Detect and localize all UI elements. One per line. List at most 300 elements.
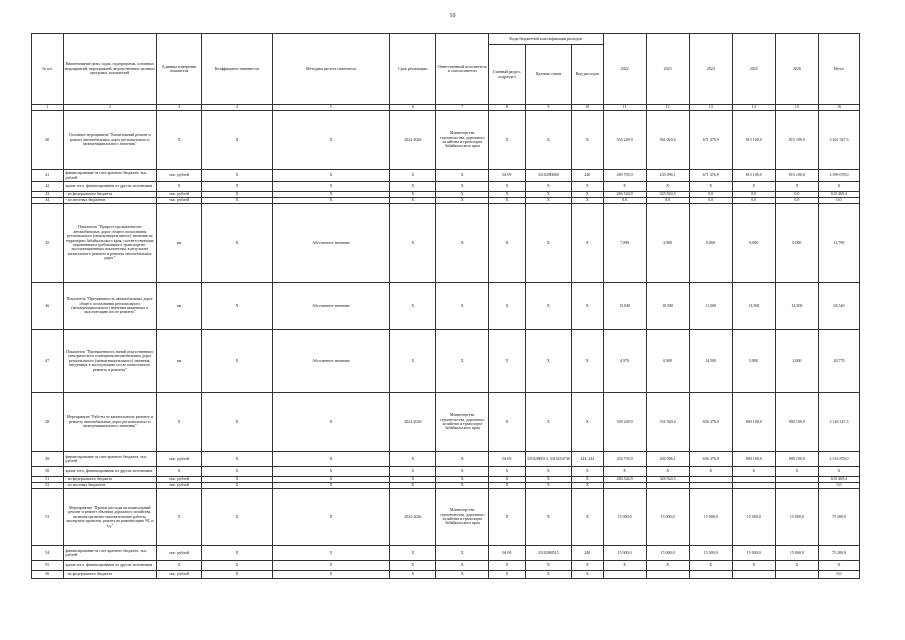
row-coef: X bbox=[202, 546, 272, 561]
row-period: X bbox=[390, 170, 436, 182]
row-num: 54 bbox=[32, 546, 64, 561]
row-num: 50 bbox=[32, 467, 64, 477]
row-executor: X bbox=[436, 546, 489, 561]
row-2024: 671 476,9 bbox=[689, 170, 732, 182]
row-section: X bbox=[489, 561, 526, 571]
row-2022: 554 249,9 bbox=[603, 111, 646, 170]
row-article: 331020Н515 bbox=[525, 546, 571, 561]
row-2024 bbox=[689, 571, 732, 579]
header-year-2024: 2024 bbox=[689, 34, 732, 105]
header-year-2026: 2026 bbox=[775, 34, 818, 105]
row-exp-type: X bbox=[571, 204, 603, 283]
table-row bbox=[32, 393, 860, 452]
row-exp-type: 240 bbox=[571, 170, 603, 182]
row-exp-type: X bbox=[571, 111, 603, 170]
column-index-cell: 13 bbox=[689, 105, 732, 111]
header-section: Главный раздел, подраздел bbox=[489, 45, 526, 105]
row-section: X bbox=[489, 192, 526, 198]
row-2024: 656 476,9 bbox=[689, 452, 732, 467]
row-period: X bbox=[390, 561, 436, 571]
row-article: X bbox=[525, 198, 571, 204]
row-executor: X bbox=[436, 467, 489, 477]
column-index-cell: 8 bbox=[489, 105, 526, 111]
row-unit: X bbox=[157, 182, 202, 192]
row-name: кроме того, финансирование из других источников bbox=[63, 467, 157, 477]
row-2025: X bbox=[732, 467, 775, 477]
row-section: X bbox=[489, 182, 526, 192]
row-2023: 15 000,0 bbox=[646, 489, 689, 546]
row-executor: X bbox=[436, 170, 489, 182]
row-method: X bbox=[272, 571, 390, 579]
row-section: X bbox=[489, 467, 526, 477]
row-2023: 0,900 bbox=[646, 330, 689, 393]
row-total: 28,770 bbox=[818, 330, 859, 393]
row-num: 55 bbox=[32, 561, 64, 571]
header-year-2025: 2025 bbox=[732, 34, 775, 105]
row-2024: X bbox=[689, 182, 732, 192]
row-unit: тыс. рублей bbox=[157, 483, 202, 489]
row-unit: X bbox=[157, 489, 202, 546]
row-coef: X bbox=[202, 393, 272, 452]
row-2025: 13,500 bbox=[732, 283, 775, 330]
table-row bbox=[32, 561, 860, 571]
row-exp-type: X bbox=[571, 571, 603, 579]
row-section: X bbox=[489, 393, 526, 452]
row-total: 3 261 547,3 bbox=[818, 111, 859, 170]
table-row bbox=[32, 467, 860, 477]
row-article: X bbox=[525, 111, 571, 170]
row-2025: 15 000,0 bbox=[732, 489, 775, 546]
row-num: 53 bbox=[32, 489, 64, 546]
row-period: 2022-2026 bbox=[390, 111, 436, 170]
row-coef: X bbox=[202, 198, 272, 204]
row-2024: 14,500 bbox=[689, 330, 732, 393]
row-2024: 0,0 bbox=[689, 192, 732, 198]
row-article: X bbox=[525, 393, 571, 452]
row-exp-type: X bbox=[571, 477, 603, 483]
header-method: Методика расчета показателя bbox=[272, 34, 390, 105]
row-executor: X bbox=[436, 571, 489, 579]
row-name: - из федерального бюджета bbox=[63, 192, 157, 198]
row-exp-type: X bbox=[571, 483, 603, 489]
row-unit: тыс. рублей bbox=[157, 477, 202, 483]
row-article: X bbox=[525, 467, 571, 477]
column-index-cell: 7 bbox=[436, 105, 489, 111]
row-num: 47 bbox=[32, 330, 64, 393]
row-2023: 326 924,5 bbox=[646, 477, 689, 483]
table-row bbox=[32, 546, 860, 561]
row-2026: 15 000,0 bbox=[775, 546, 818, 561]
row-total: 2 599 078,0 bbox=[818, 170, 859, 182]
row-coef: X bbox=[202, 467, 272, 477]
row-2025: 0,000 bbox=[732, 204, 775, 283]
row-unit: тыс. рублей bbox=[157, 198, 202, 204]
row-2025: 15 000,0 bbox=[732, 546, 775, 561]
row-name: финансирование за счет краевого бюджета, тыс. рублей bbox=[63, 452, 157, 467]
row-2023: X bbox=[646, 467, 689, 477]
program-table bbox=[31, 33, 860, 579]
row-unit: тыс. рублей bbox=[157, 571, 202, 579]
row-article: X bbox=[525, 204, 571, 283]
row-2023: 15 000,0 bbox=[646, 546, 689, 561]
column-index-cell: 4 bbox=[202, 105, 272, 111]
row-2026: X bbox=[775, 467, 818, 477]
row-2024: 656 476,9 bbox=[689, 393, 732, 452]
column-index-cell: 3 bbox=[157, 105, 202, 111]
row-period: X bbox=[390, 477, 436, 483]
row-2025: 800 100,0 bbox=[732, 393, 775, 452]
column-index-cell: 11 bbox=[603, 105, 646, 111]
row-2025: X bbox=[732, 561, 775, 571]
row-2025: 815 100,0 bbox=[732, 170, 775, 182]
row-num: 45 bbox=[32, 204, 64, 283]
row-exp-type: X bbox=[571, 192, 603, 198]
row-method: X bbox=[272, 170, 390, 182]
table-row bbox=[32, 283, 860, 330]
row-coef: X bbox=[202, 477, 272, 483]
header-article: Целевая статья bbox=[525, 45, 571, 105]
row-2022: 15 000,0 bbox=[603, 546, 646, 561]
header-executor: Ответственный исполнитель и соисполнители bbox=[436, 34, 489, 105]
row-period: X bbox=[390, 467, 436, 477]
row-2024: 0,000 bbox=[689, 204, 732, 283]
row-num: 49 bbox=[32, 452, 64, 467]
row-2022: 284 544,9 bbox=[603, 477, 646, 483]
row-total: 75 200,0 bbox=[818, 546, 859, 561]
header-budget-group: Коды бюджетной классификации расходов bbox=[489, 34, 604, 45]
row-article: X bbox=[525, 489, 571, 546]
row-name: Показатель "Протяженность автомобильных дорог общего пользования регионального (межмуниципального) значения введенных в эксплуатацию после ремонта" bbox=[63, 283, 157, 330]
row-2026: X bbox=[775, 561, 818, 571]
row-2023: 325 924,5 bbox=[646, 192, 689, 198]
row-2023 bbox=[646, 571, 689, 579]
row-2026: 14,500 bbox=[775, 283, 818, 330]
column-index-cell: 9 bbox=[525, 105, 571, 111]
row-total: 65,540 bbox=[818, 283, 859, 330]
row-2023: 3,900 bbox=[646, 204, 689, 283]
row-executor: Министерство строительства, дорожного хозяйства и транспорта Забайкальского края bbox=[436, 393, 489, 452]
row-name: - из местных бюджетов bbox=[63, 198, 157, 204]
row-article: X bbox=[525, 283, 571, 330]
row-2025: 5,800 bbox=[732, 330, 775, 393]
row-unit: тыс. рублей bbox=[157, 170, 202, 182]
header-unit: Единица измерения показателя bbox=[157, 34, 202, 105]
row-2026: 0,0 bbox=[775, 192, 818, 198]
row-2022 bbox=[603, 571, 646, 579]
row-total: 0,0 bbox=[818, 483, 859, 489]
row-name: Показатель "Протяженность линий искусственного электрического освещения автомобильных дорог регионального (межмуниципального) значения, введенных в эксплуатацию после капитального ремонта и ремонта" bbox=[63, 330, 157, 393]
row-period: X bbox=[390, 283, 436, 330]
row-2022: X bbox=[603, 467, 646, 477]
row-2025: 0,0 bbox=[732, 192, 775, 198]
row-total: 2 514 878,0 bbox=[818, 452, 859, 467]
row-exp-type: X bbox=[571, 561, 603, 571]
row-period: X bbox=[390, 192, 436, 198]
row-2026: 15 000,0 bbox=[775, 489, 818, 546]
row-2026: X bbox=[775, 182, 818, 192]
row-section: X bbox=[489, 571, 526, 579]
row-method: X bbox=[272, 393, 390, 452]
row-2024: 671 476,9 bbox=[689, 111, 732, 170]
column-index-cell: 14 bbox=[732, 105, 775, 111]
row-total: 0,0 bbox=[818, 571, 859, 579]
row-total: 3 126 347,3 bbox=[818, 393, 859, 452]
row-name: - из федерального бюджета bbox=[63, 477, 157, 483]
row-article: X bbox=[525, 483, 571, 489]
row-coef: X bbox=[202, 182, 272, 192]
row-2024: X bbox=[689, 467, 732, 477]
row-executor: X bbox=[436, 198, 489, 204]
row-exp-type: X bbox=[571, 182, 603, 192]
row-num: 51 bbox=[32, 477, 64, 483]
row-2024: X bbox=[689, 561, 732, 571]
table-row bbox=[32, 452, 860, 467]
row-executor: X bbox=[436, 330, 489, 393]
row-total: X bbox=[818, 561, 859, 571]
row-exp-type: X bbox=[571, 330, 603, 393]
row-2025: 815 100,0 bbox=[732, 111, 775, 170]
row-article: X bbox=[525, 571, 571, 579]
row-executor: Министерство строительства, дорожного хозяйства и транспорта Забайкальского края bbox=[436, 489, 489, 546]
row-unit: X bbox=[157, 561, 202, 571]
row-article: X bbox=[525, 182, 571, 192]
table-row bbox=[32, 204, 860, 283]
row-period: X bbox=[390, 198, 436, 204]
row-name: кроме того, финансирование из других источников bbox=[63, 561, 157, 571]
row-name: финансирование за счет краевого бюджета, тыс. рублей bbox=[63, 170, 157, 182]
row-name: - из федерального бюджета bbox=[63, 571, 157, 579]
row-2022: 539 249,9 bbox=[603, 393, 646, 452]
header-coef: Коэффициент значимости bbox=[202, 34, 272, 105]
column-index-cell: 6 bbox=[390, 105, 436, 111]
row-name: - из местных бюджетов bbox=[63, 483, 157, 489]
row-section: 04 09 bbox=[489, 452, 526, 467]
column-index-cell: 12 bbox=[646, 105, 689, 111]
row-2025: X bbox=[732, 182, 775, 192]
row-2022: X bbox=[603, 182, 646, 192]
row-unit: X bbox=[157, 111, 202, 170]
row-period: X bbox=[390, 204, 436, 283]
row-exp-type: X bbox=[571, 393, 603, 452]
row-method: X bbox=[272, 198, 390, 204]
row-coef: X bbox=[202, 489, 272, 546]
row-coef: X bbox=[202, 571, 272, 579]
row-2023: X bbox=[646, 561, 689, 571]
column-index-cell: 2 bbox=[63, 105, 157, 111]
row-total: X bbox=[818, 467, 859, 477]
header-exp-type: Вид расходов bbox=[571, 45, 603, 105]
row-method: X bbox=[272, 452, 390, 467]
row-2026: 0,0 bbox=[775, 198, 818, 204]
row-method: Абсолютное значение bbox=[272, 204, 390, 283]
row-executor: X bbox=[436, 204, 489, 283]
row-method: Абсолютное значение bbox=[272, 330, 390, 393]
row-2023: 204 096,1 bbox=[646, 452, 689, 467]
row-section: X bbox=[489, 330, 526, 393]
header-total: Итого bbox=[818, 34, 859, 105]
row-period: 2022-2026 bbox=[390, 489, 436, 546]
row-period: 2022-2026 bbox=[390, 393, 436, 452]
row-unit: км bbox=[157, 283, 202, 330]
table-body bbox=[32, 111, 860, 579]
row-2025 bbox=[732, 571, 775, 579]
row-coef: X bbox=[202, 283, 272, 330]
row-section: 04 09 bbox=[489, 546, 526, 561]
page-number: 10 bbox=[449, 13, 456, 19]
row-executor: X bbox=[436, 182, 489, 192]
row-2022: 254 705,0 bbox=[603, 452, 646, 467]
row-article: X bbox=[525, 477, 571, 483]
header-row-1 bbox=[32, 34, 860, 45]
row-coef: X bbox=[202, 111, 272, 170]
row-unit: тыс. рублей bbox=[157, 546, 202, 561]
row-section: X bbox=[489, 111, 526, 170]
row-2026 bbox=[775, 571, 818, 579]
header-num: № п/п bbox=[32, 34, 64, 105]
row-method: X bbox=[272, 561, 390, 571]
row-name: кроме того, финансирование из других источников bbox=[63, 182, 157, 192]
row-exp-type: X bbox=[571, 283, 603, 330]
table-row bbox=[32, 571, 860, 579]
row-executor: X bbox=[436, 561, 489, 571]
row-2024: 11,500 bbox=[689, 283, 732, 330]
row-num: 48 bbox=[32, 393, 64, 452]
row-total: 11,790 bbox=[818, 204, 859, 283]
table-row bbox=[32, 330, 860, 393]
row-executor: X bbox=[436, 192, 489, 198]
row-name: Основное мероприятие "Капитальный ремонт и ремонт автомобильных дорог регионального и межмуниципального значения" bbox=[63, 111, 157, 170]
row-2022: X bbox=[603, 561, 646, 571]
row-num: 44 bbox=[32, 198, 64, 204]
row-method: Абсолютное значение bbox=[272, 283, 390, 330]
row-unit: км bbox=[157, 330, 202, 393]
row-section: X bbox=[489, 489, 526, 546]
row-2024: 0,0 bbox=[689, 198, 732, 204]
row-exp-type: 240 bbox=[571, 546, 603, 561]
row-2023: 0,0 bbox=[646, 198, 689, 204]
row-2022: 284 544,9 bbox=[603, 192, 646, 198]
column-index-cell: 10 bbox=[571, 105, 603, 111]
row-num: 43 bbox=[32, 192, 64, 198]
row-unit: тыс. рублей bbox=[157, 452, 202, 467]
row-2022: 269 705,0 bbox=[603, 170, 646, 182]
row-method: X bbox=[272, 546, 390, 561]
row-num: 42 bbox=[32, 182, 64, 192]
row-total: 610 469,4 bbox=[818, 192, 859, 198]
row-executor: X bbox=[436, 452, 489, 467]
row-period: X bbox=[390, 182, 436, 192]
row-coef: X bbox=[202, 170, 272, 182]
row-name: финансирование за счет краевого бюджета, тыс. рублей bbox=[63, 546, 157, 561]
row-period: X bbox=[390, 483, 436, 489]
row-2023: 561 020,4 bbox=[646, 111, 689, 170]
row-2025: 800 100,0 bbox=[732, 452, 775, 467]
row-2026: 800 100,0 bbox=[775, 393, 818, 452]
header-name: Наименование цели, задач, подпрограмм, основных мероприятий, мероприятий, ведомственных целевых программ, показателей bbox=[63, 34, 157, 105]
row-unit: тыс. рублей bbox=[157, 192, 202, 198]
table-row bbox=[32, 182, 860, 192]
column-index-cell: 16 bbox=[818, 105, 859, 111]
row-method: X bbox=[272, 467, 390, 477]
row-exp-type: X bbox=[571, 467, 603, 477]
row-2022: 4,970 bbox=[603, 330, 646, 393]
row-method: X bbox=[272, 192, 390, 198]
row-2026: 0,000 bbox=[775, 204, 818, 283]
table-row bbox=[32, 111, 860, 170]
row-period: X bbox=[390, 452, 436, 467]
column-index-cell: 15 bbox=[775, 105, 818, 111]
row-unit: X bbox=[157, 393, 202, 452]
row-2026: 815 100,0 bbox=[775, 170, 818, 182]
row-2022: 15 000,0 bbox=[603, 489, 646, 546]
table-row bbox=[32, 489, 860, 546]
header-year-2022: 2022 bbox=[603, 34, 646, 105]
column-index-cell: 5 bbox=[272, 105, 390, 111]
row-total: 610 469,4 bbox=[818, 477, 859, 483]
row-article: X bbox=[525, 330, 571, 393]
row-article: X bbox=[525, 192, 571, 198]
row-article: X bbox=[525, 561, 571, 571]
row-2024: 15 000,0 bbox=[689, 546, 732, 561]
row-total: 0,0 bbox=[818, 198, 859, 204]
row-2024: 15 000,0 bbox=[689, 489, 732, 546]
row-unit: км bbox=[157, 204, 202, 283]
row-section: X bbox=[489, 477, 526, 483]
row-2022: 15,040 bbox=[603, 283, 646, 330]
row-num: 56 bbox=[32, 571, 64, 579]
row-coef: X bbox=[202, 561, 272, 571]
row-exp-type: X bbox=[571, 489, 603, 546]
row-2026: 2,000 bbox=[775, 330, 818, 393]
row-2023: 235 096,1 bbox=[646, 170, 689, 182]
row-name: Мероприятие "Работы по капитальному ремонту и ремонту автомобильных дорог регионального и межмуниципального значения" bbox=[63, 393, 157, 452]
header-year-2023: 2023 bbox=[646, 34, 689, 105]
row-name: Показатель "Прирост протяженности автомобильных дорог общего пользования регионального (межмуниципального) значения на территории Забайкальского края, соответствующих нормативным требованиям к транспортно-эксплуатационным показателям, в результате капитального ремонта и ремонта автомобильных дорог" bbox=[63, 204, 157, 283]
row-num: 41 bbox=[32, 170, 64, 182]
row-article: 331020Н000 bbox=[525, 170, 571, 182]
row-2023: 10,500 bbox=[646, 283, 689, 330]
row-total: X bbox=[818, 182, 859, 192]
row-section: X bbox=[489, 204, 526, 283]
row-executor: X bbox=[436, 483, 489, 489]
table-row bbox=[32, 170, 860, 182]
row-method: X bbox=[272, 182, 390, 192]
row-executor: Министерство строительства, дорожного хозяйства и транспорта Забайкальского края bbox=[436, 111, 489, 170]
row-coef: X bbox=[202, 483, 272, 489]
row-2022: 0,0 bbox=[603, 198, 646, 204]
row-num: 46 bbox=[32, 283, 64, 330]
row-2025: 0,0 bbox=[732, 198, 775, 204]
row-executor: X bbox=[436, 477, 489, 483]
row-2026: 800 100,0 bbox=[775, 452, 818, 467]
row-coef: X bbox=[202, 330, 272, 393]
column-index-cell: 1 bbox=[32, 105, 64, 111]
row-coef: X bbox=[202, 452, 272, 467]
row-num: 40 bbox=[32, 111, 64, 170]
row-section: X bbox=[489, 198, 526, 204]
row-period: X bbox=[390, 571, 436, 579]
row-section: X bbox=[489, 483, 526, 489]
header-period: Срок реализации bbox=[390, 34, 436, 105]
row-coef: X bbox=[202, 192, 272, 198]
row-name: Мероприятие "Прочие расходы на капитальный ремонт и ремонт объектов дорожного хозяйства, включая проектно-изыскательские работы, экспертиза проектов, ремонт на компенсацию ЧС и т.д." bbox=[63, 489, 157, 546]
row-method: X bbox=[272, 489, 390, 546]
row-coef: X bbox=[202, 204, 272, 283]
row-2022: 7,890 bbox=[603, 204, 646, 283]
row-total: 75 200,0 bbox=[818, 489, 859, 546]
row-method: X bbox=[272, 483, 390, 489]
row-2023: X bbox=[646, 182, 689, 192]
